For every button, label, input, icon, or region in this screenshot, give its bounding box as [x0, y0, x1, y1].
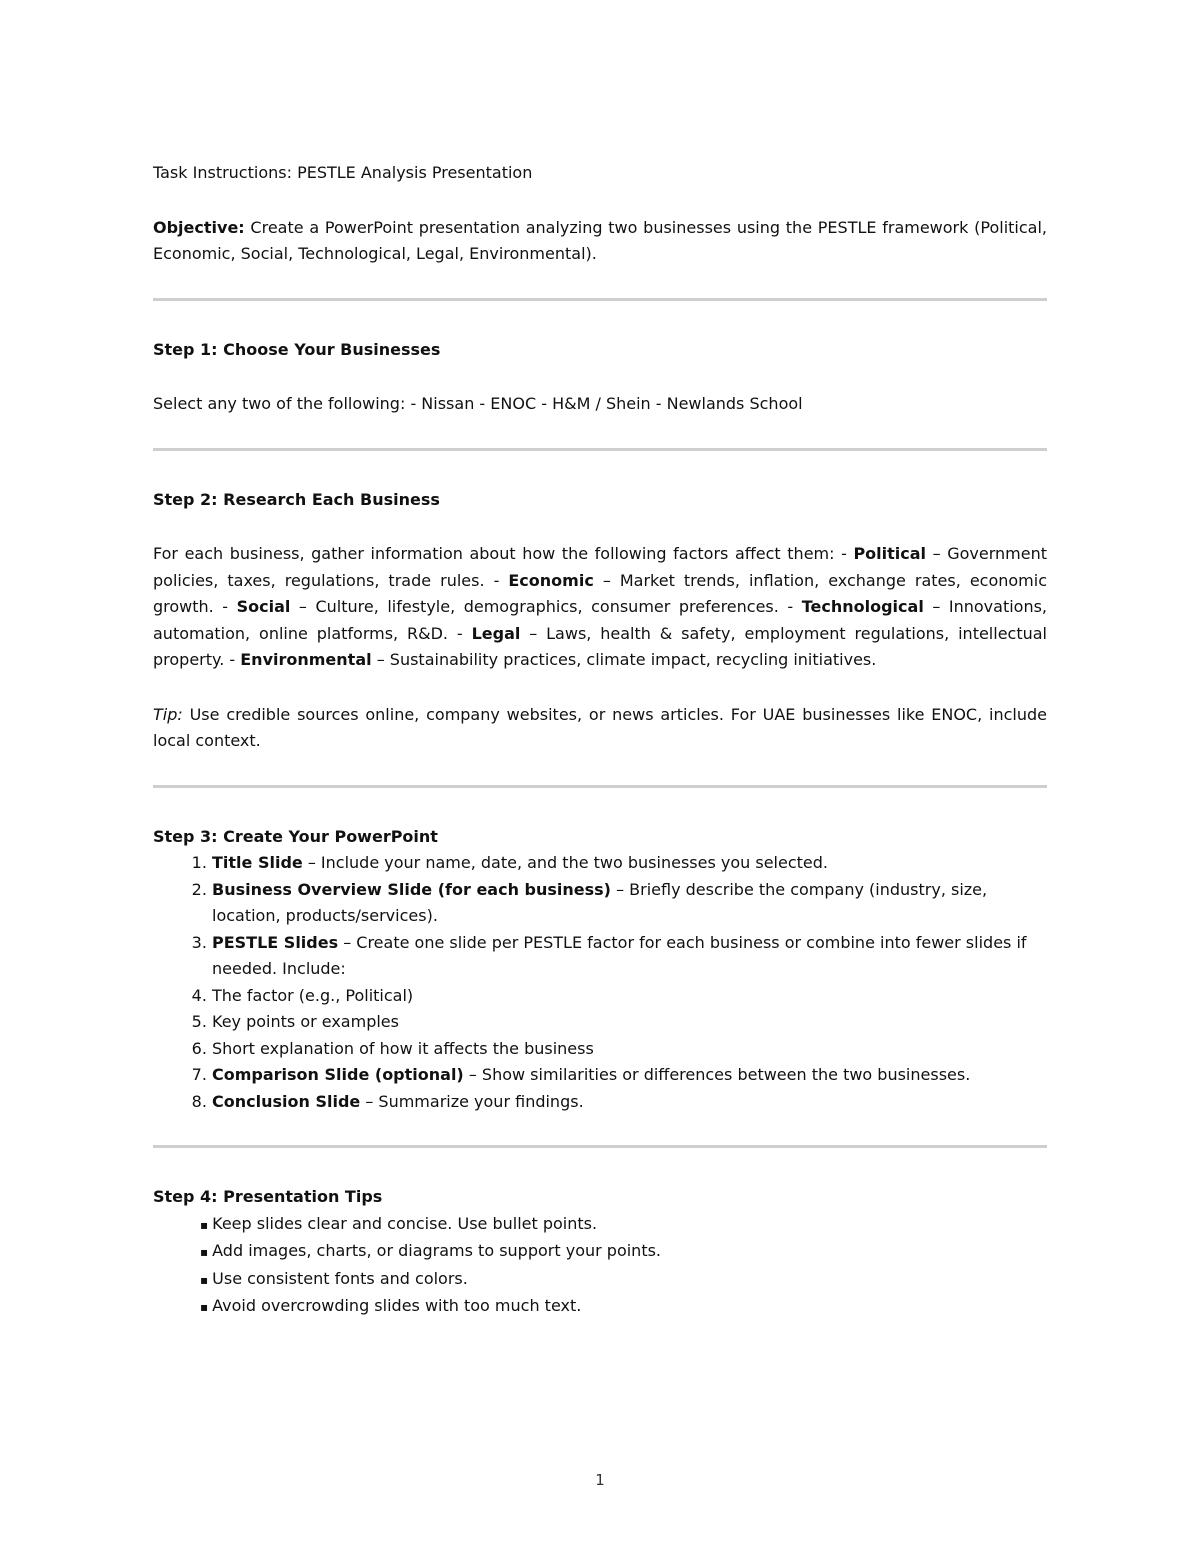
step4-list [153, 1211, 1047, 1321]
factor-desc: – Market trends, inflation, exchange rates, economic growth. - [153, 570, 1048, 616]
list-item [212, 930, 1047, 983]
list-item-bold: PESTLE Slides [212, 932, 339, 952]
list-item: ▪ Use consistent fonts and colors. [212, 1266, 1047, 1294]
factor-desc: – Culture, lifestyle, demographics, consumer preferences. - [290, 597, 802, 616]
divider [153, 298, 1047, 301]
list-item-text: – Create one slide per PESTLE factor for each business or combine into fewer slides if needed. Include: [212, 932, 1027, 978]
step1-text: Select any two of the following: - Nissan - ENOC - H&M / Shein - Newlands School [153, 394, 803, 413]
divider [153, 448, 1047, 451]
objective-paragraph [153, 215, 1047, 268]
list-item-text: – Include your name, date, and the two businesses you selected. [302, 853, 828, 872]
list-item-bold: Title Slide [212, 853, 303, 872]
step3-list [153, 850, 1047, 1115]
objective-text: Create a PowerPoint presentation analyzing two businesses using the PESTLE framework (Political, Economic, Social, Technological, Legal, Environmental). [153, 217, 1047, 263]
document-title: Task Instructions: PESTLE Analysis Presentation [153, 163, 533, 182]
factor-name: Legal [471, 623, 521, 643]
list-item: ▪ Keep slides clear and concise. Use bullet points. [212, 1211, 1047, 1239]
page-number: 1 [595, 1471, 605, 1489]
list-item [212, 1036, 1047, 1063]
list-item-text: – Briefly describe the company (industry, size, location, products/services). [212, 879, 988, 925]
list-item-text: Short explanation of how it affects the business [212, 1038, 594, 1058]
tip-paragraph [153, 702, 1047, 755]
list-item-text: The factor (e.g., Political) [212, 985, 414, 1005]
objective-label: Objective: [153, 217, 245, 237]
step3-heading: Step 3: Create Your PowerPoint [153, 826, 438, 846]
list-item [212, 850, 1047, 877]
list-item-bold: Business Overview Slide (for each business) [212, 879, 611, 899]
factor-desc: – Laws, health & safety, employment regulations, intellectual property. - [153, 623, 1048, 669]
list-item [212, 983, 1047, 1010]
list-item-text: – Summarize your findings. [360, 1091, 584, 1111]
factor-desc: – Sustainability practices, climate impact, recycling initiatives. [371, 650, 877, 669]
list-item [212, 877, 1047, 930]
list-item [212, 1009, 1047, 1036]
list-item-bold: Conclusion Slide [212, 1091, 361, 1111]
list-item [212, 1062, 1047, 1089]
step2-intro: For each business, gather information about how the following factors affect them: - [153, 544, 854, 563]
list-item-text: – Show similarities or differences between the two businesses. [463, 1065, 971, 1084]
list-item: ▪ Add images, charts, or diagrams to support your points. [212, 1238, 1047, 1266]
factor-name: Technological [801, 597, 924, 616]
step1-heading: Step 1: Choose Your Businesses [153, 339, 441, 359]
factor-desc: – Innovations, automation, online platforms, R&D. - [153, 597, 1048, 643]
list-item [212, 1089, 1047, 1116]
factor-name: Political [853, 544, 927, 563]
list-item-bold: Comparison Slide (optional) [212, 1065, 464, 1084]
document-page [153, 160, 1047, 1321]
factor-name: Environmental [240, 650, 372, 669]
list-item: ▪ Avoid overcrowding slides with too much text. [212, 1293, 1047, 1321]
factor-name: Economic [508, 570, 594, 590]
tip-label: Tip: [153, 704, 183, 724]
divider [153, 1145, 1047, 1148]
factor-name: Social [236, 597, 291, 616]
divider [153, 785, 1047, 788]
step4-heading: Step 4: Presentation Tips [153, 1187, 383, 1206]
factor-desc: – Government policies, taxes, regulations, trade rules. - [153, 544, 1047, 590]
list-item-text: Key points or examples [212, 1012, 399, 1031]
step2-factors-paragraph [153, 541, 1047, 674]
step2-heading: Step 2: Research Each Business [153, 489, 440, 509]
tip-text: Use credible sources online, company websites, or news articles. For UAE businesses like ENOC, include local context. [153, 704, 1047, 750]
